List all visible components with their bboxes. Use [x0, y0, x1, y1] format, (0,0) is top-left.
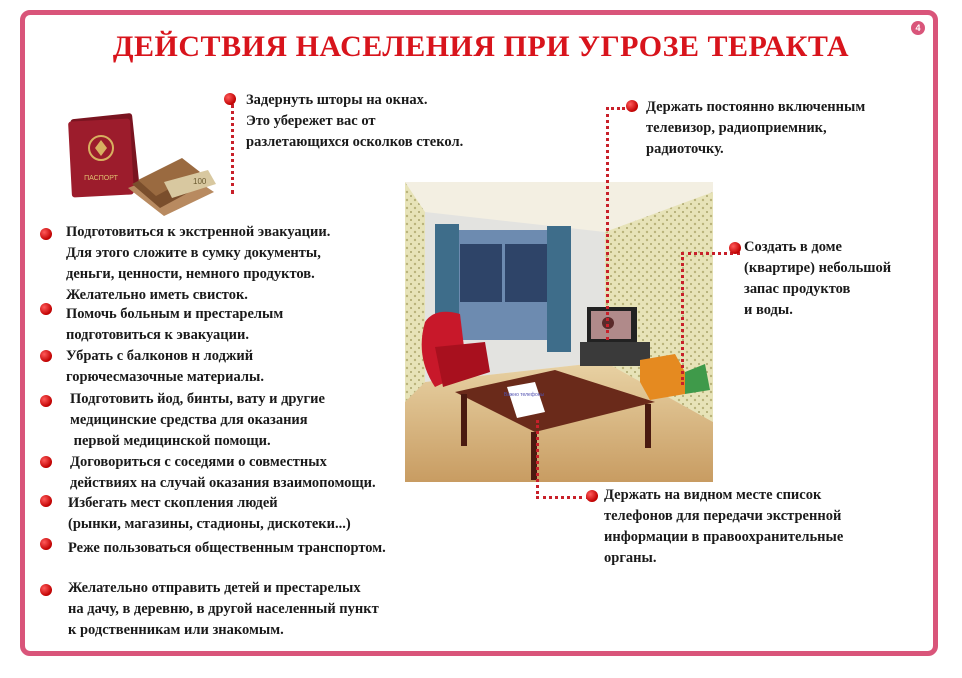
documents-illustration: [68, 112, 218, 222]
leader-line-tv: [606, 107, 625, 340]
bullet-icon: [40, 303, 52, 315]
tip-evacuation-bag: Подготовиться к экстренной эвакуации. Для этого сложите в сумку документы, деньги, ценности, немного продуктов. Желательно иметь свисток.: [66, 224, 331, 303]
bullet-icon: [40, 395, 52, 407]
page-number-badge: 4: [911, 21, 925, 35]
bullet-icon: [626, 100, 638, 112]
bullet-icon: [40, 584, 52, 596]
tip-help-elderly: Помочь больным и престарелым подготовиться к эвакуации.: [66, 306, 284, 343]
leader-line-phones: [536, 420, 589, 499]
tip-neighbors: Договориться с соседями о совместных действиях на случай оказания взаимопомощи.: [70, 454, 376, 491]
tip-food-water-supply: Создать в доме (квартире) небольшой запас продуктов и воды.: [744, 239, 892, 318]
tip-clear-balconies: Убрать с балконов н лоджий горючесмазочные материалы.: [66, 348, 264, 385]
bullet-icon: [40, 228, 52, 240]
tip-less-public-transport: Реже пользоваться общественным транспортом.: [68, 540, 386, 556]
bullet-icon: [40, 456, 52, 468]
tip-avoid-crowds: Избегать мест скопления людей (рынки, магазины, стадионы, дискотеки...): [68, 495, 351, 532]
tip-phone-list: Держать на видном месте список телефонов для передачи экстренной информации в правоохранительные органы.: [604, 487, 844, 566]
tip-first-aid-kit: Подготовить йод, бинты, вату и другие медицинские средства для оказания первой медицинской помощи.: [70, 391, 325, 449]
bullet-icon: [586, 490, 598, 502]
svg-text:100: 100: [193, 177, 207, 186]
bullet-icon: [40, 495, 52, 507]
bullet-icon: [40, 350, 52, 362]
tip-close-curtains: Задернуть шторы на окнах. Это убережет вас от разлетающихся осколков стекол.: [246, 92, 464, 150]
passport-icon: [68, 113, 140, 198]
bullet-icon: [729, 242, 741, 254]
svg-text:ПАСПОРТ: ПАСПОРТ: [84, 175, 118, 182]
bullet-icon: [224, 93, 236, 105]
tip-send-away-children: Желательно отправить детей и престарелых на дачу, в деревню, в другой населенный пункт к родственникам или знакомым.: [68, 580, 379, 638]
page-title: ДЕЙСТВИЯ НАСЕЛЕНИЯ ПРИ УГРОЗЕ ТЕРАКТА: [112, 30, 850, 63]
leader-line-food: [681, 252, 740, 385]
wallet-icon: [128, 158, 216, 216]
tip-keep-tv-on: Держать постоянно включенным телевизор, радиоприемник, радиоточку.: [646, 99, 866, 157]
bullet-icon: [40, 538, 52, 550]
svg-text:Важно телефоны: Важно телефоны: [503, 392, 545, 398]
